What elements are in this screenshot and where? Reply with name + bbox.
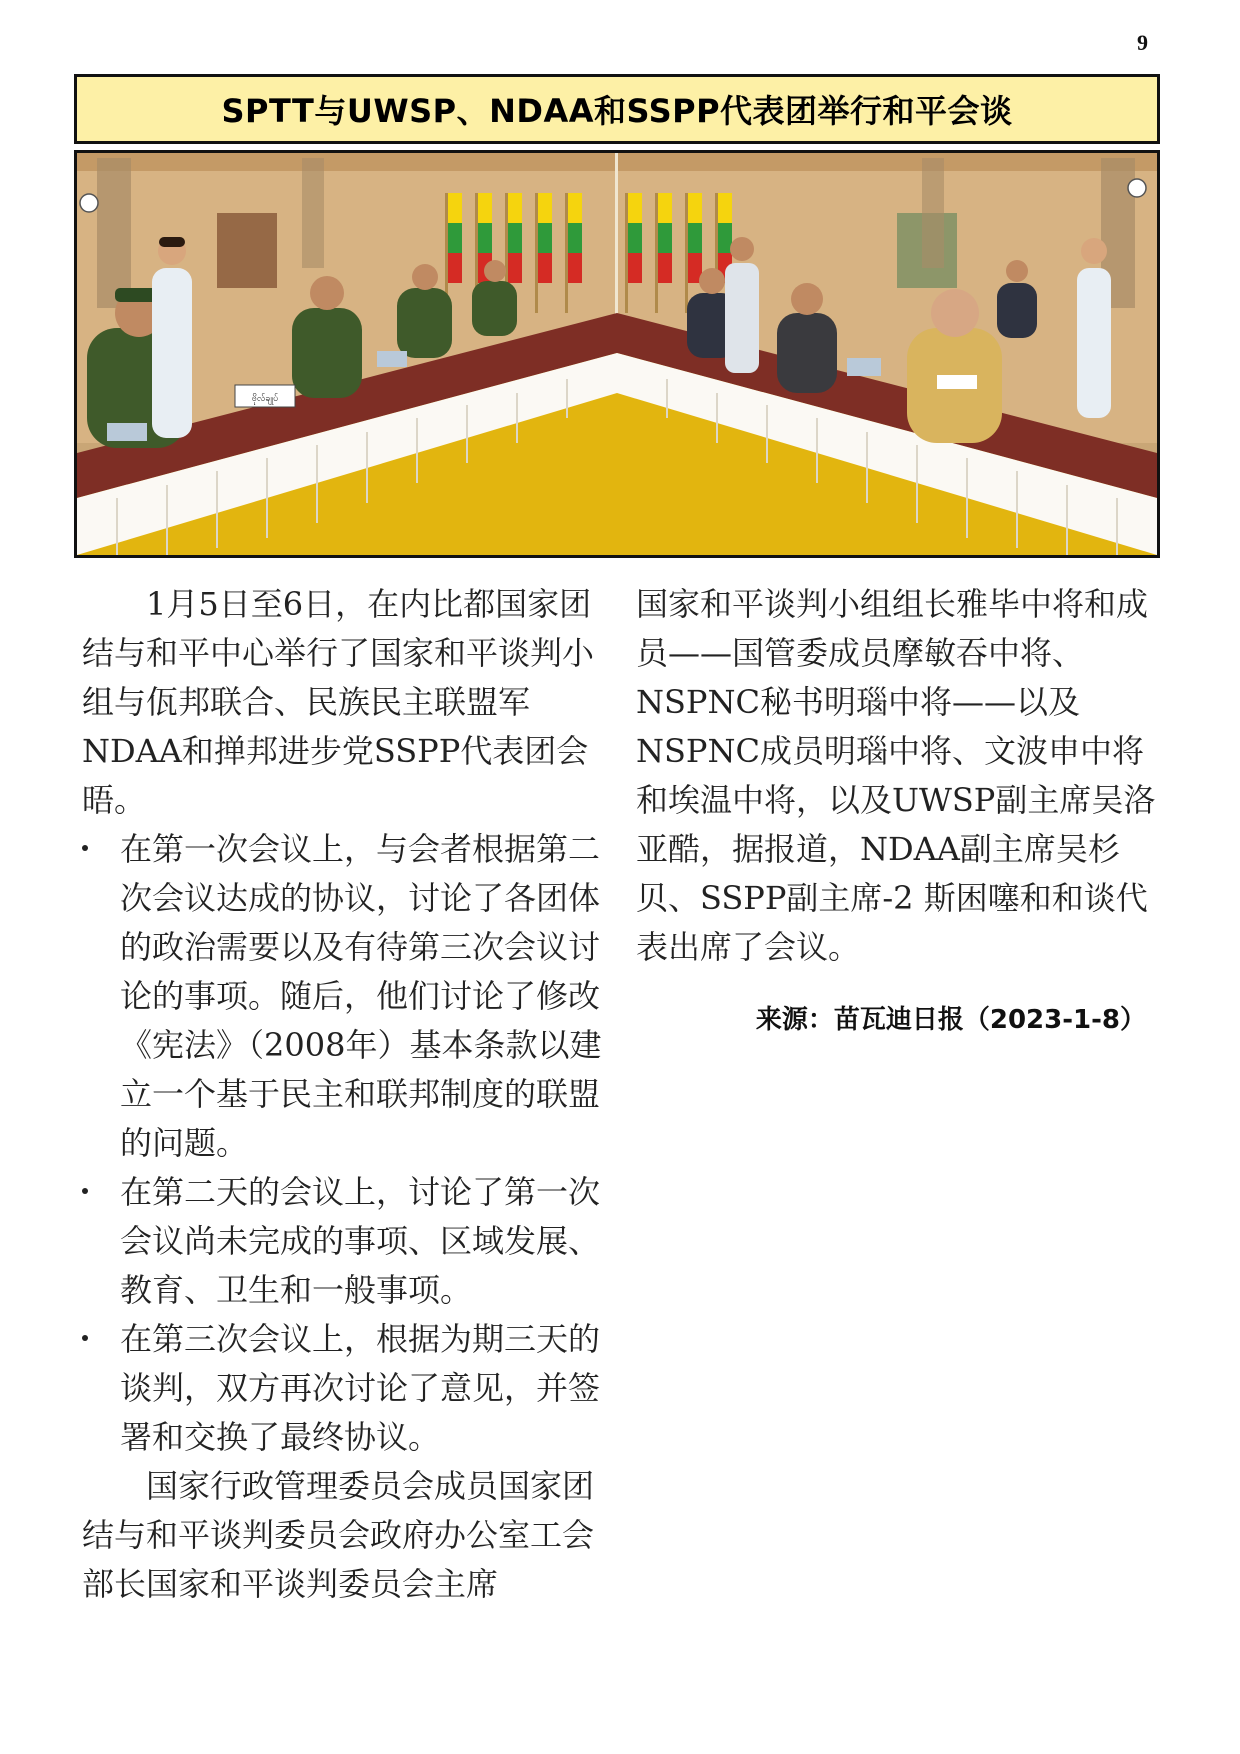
meeting-photo-illustration: [77, 153, 1157, 555]
meeting-photo: [74, 150, 1160, 558]
article-title: SPTT与UWSP、NDAA和SSPP代表团举行和平会谈: [221, 92, 1013, 130]
list-item: [82, 1315, 602, 1462]
page-number: 9: [1137, 30, 1148, 55]
article-column-right: [636, 580, 1160, 1045]
article-paragraph-continued: 国家和平谈判小组组长雅毕中将和成员——国管委成员摩敏吞中将、NSPNC秘书明瑙中将——以及NSPNC成员明瑙中将、文波申中将和埃温中将，以及UWSP副主席吴洛亚酷，据报道，NDAA副主席吴杉贝、SSPP副主席-2 斯困噻和和谈代表出席了会议。: [636, 585, 1156, 966]
article-paragraph: 国家行政管理委员会成员国家团结与和平谈判委员会政府办公室工会部长国家和平谈判委员会主席: [82, 1467, 595, 1603]
list-item-text: 在第二天的会议上，讨论了第一次会议尚未完成的事项、区域发展、教育、卫生和一般事项。: [120, 1173, 601, 1309]
article-title-banner: [74, 74, 1160, 144]
article-source: 来源：苗瓦迪日报（2023-1-8）: [755, 1005, 1146, 1035]
article-intro: 1月5日至6日，在内比都国家团结与和平中心举行了国家和平谈判小组与佤邦联合、民族民主联盟军NDAA和掸邦进步党SSPP代表团会晤。: [82, 585, 595, 819]
list-item: [82, 1168, 602, 1315]
list-item: [82, 825, 602, 1168]
bullet-icon: [82, 1188, 88, 1194]
list-item-text: 在第三次会议上，根据为期三天的谈判，双方再次讨论了意见，并签署和交换了最终协议。: [120, 1320, 601, 1456]
nameplate-text: ဗိုလ်ချုပ်: [251, 394, 279, 404]
bullet-icon: [82, 845, 88, 851]
list-item-text: 在第一次会议上，与会者根据第二次会议达成的协议，讨论了各团体的政治需要以及有待第三次会议讨论的事项。随后，他们讨论了修改《宪法》（2008年）基本条款以建立一个基于民主和联邦制度的联盟的问题。: [120, 830, 602, 1162]
bullet-icon: [82, 1335, 88, 1341]
discussion-list: [82, 825, 602, 1462]
article-column-left: [82, 580, 602, 1609]
